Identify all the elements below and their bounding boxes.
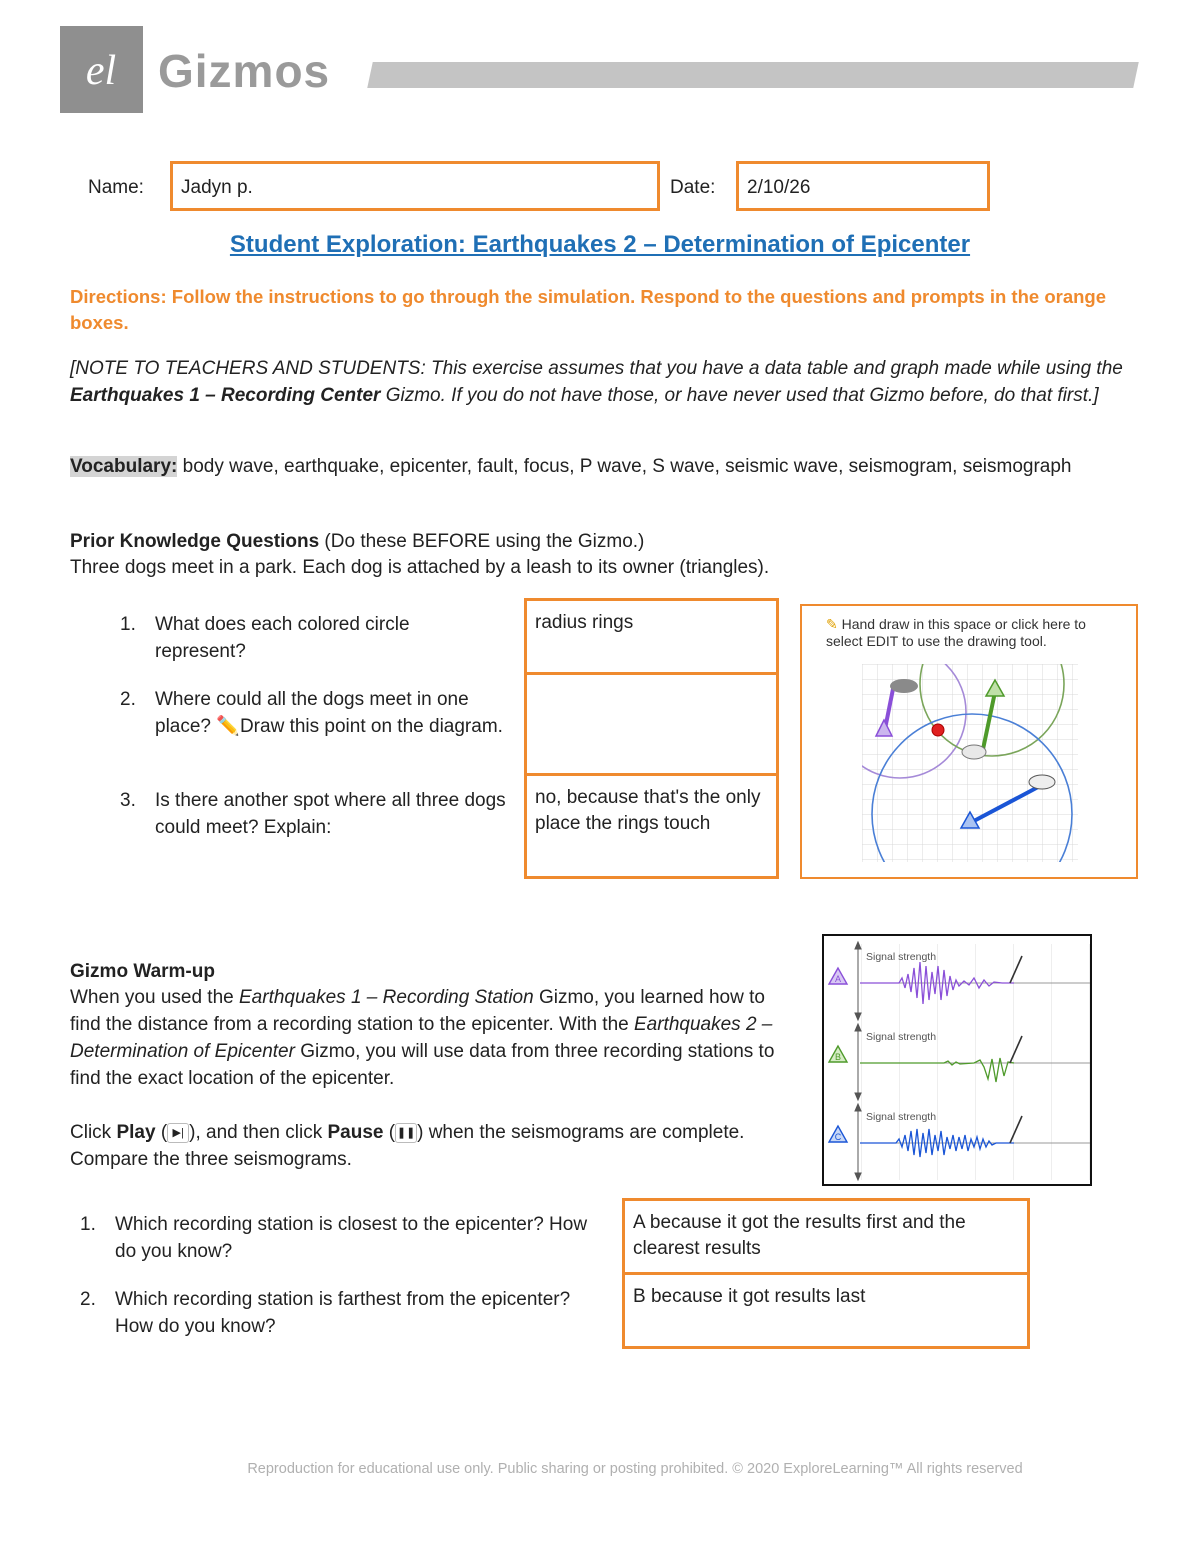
date-label: Date: [670,177,716,198]
pk-answer-3[interactable]: no, because that's the only place the rings touch [524,773,779,879]
seismogram-a-label: Signal strength [866,951,937,963]
warmup-answer-1[interactable]: A because it got the results first and the clearest results [622,1198,1030,1275]
footer: Reproduction for educational use only. Public sharing or posting prohibited. © 2020 ExploreLearning™ All rights reserved [247,1461,1023,1477]
vocabulary-label: Vocabulary: [70,456,178,477]
warmup-paragraph-2: Click Play ( ▶| ), and then click Pause ( ❚❚) when the seismograms are complete. Compare the three seismograms. [70,1122,745,1170]
pencil-icon: ✏️ [216,716,240,737]
date-value: 2/10/26 [747,177,811,198]
drawing-area[interactable] [800,604,1138,879]
warmup-answer-2[interactable]: B because it got results last [622,1272,1030,1349]
dogs-circles-diagram [862,664,1078,862]
seismograms-panel [822,934,1092,1186]
teacher-note: [NOTE TO TEACHERS AND STUDENTS: This exercise assumes that you have a data table and graph made while using the Earthquakes 1 – Recording Center Gizmo. If you do not have those, or have never used that Gizmo before, do that first.] [70,358,1123,406]
prior-knowledge-intro: Three dogs meet in a park. Each dog is attached by a leash to its owner (triangles). [70,557,770,578]
header-bar [367,62,1139,88]
warmup-paragraph-1: When you used the Earthquakes 1 – Recording Station Gizmo, you learned how to find the distance from a recording station to the epicenter. With the Earthquakes 2 – Determination of Epicenter Gizmo, you will use data from three recording stations to find the exact location of the epicenter. [70,987,775,1089]
svg-text:el: el [85,48,117,94]
pk-answer-1[interactable]: radius rings [524,598,779,675]
name-field[interactable] [170,161,660,211]
pencil-icon: ✎ [826,616,842,632]
station-a-icon: A [834,974,842,984]
date-field[interactable] [736,161,990,211]
prior-knowledge-heading: Prior Knowledge Questions (Do these BEFORE using the Gizmo.) [70,531,645,552]
directions: Directions: Follow the instructions to go through the simulation. Respond to the questions and prompts in the orange boxes. [70,286,1106,333]
station-b-icon: B [834,1052,842,1062]
seismogram-c-label: Signal strength [866,1111,937,1123]
brand-title: Gizmos [158,45,331,97]
vocabulary: Vocabulary: body wave, earthquake, epicenter, fault, focus, P wave, S wave, seismic wave, seismogram, seismograph [70,456,1072,477]
explorelearning-el-logo [60,26,143,113]
page-title: Student Exploration: Earthquakes 2 – Determination of Epicenter [229,231,971,258]
name-label: Name: [88,177,144,198]
pause-icon: ❚❚ [395,1123,417,1143]
header [60,26,1140,116]
drawing-caption: ✎ Hand draw in this space or click here to select EDIT to use the drawing tool. [826,616,1086,649]
warmup-heading: Gizmo Warm-up [70,961,215,982]
station-c-icon: C [834,1132,842,1142]
play-icon: ▶| [167,1123,189,1143]
pk-answer-2[interactable] [524,672,779,776]
name-value: Jadyn p. [181,177,253,198]
seismogram-b-label: Signal strength [866,1031,937,1043]
